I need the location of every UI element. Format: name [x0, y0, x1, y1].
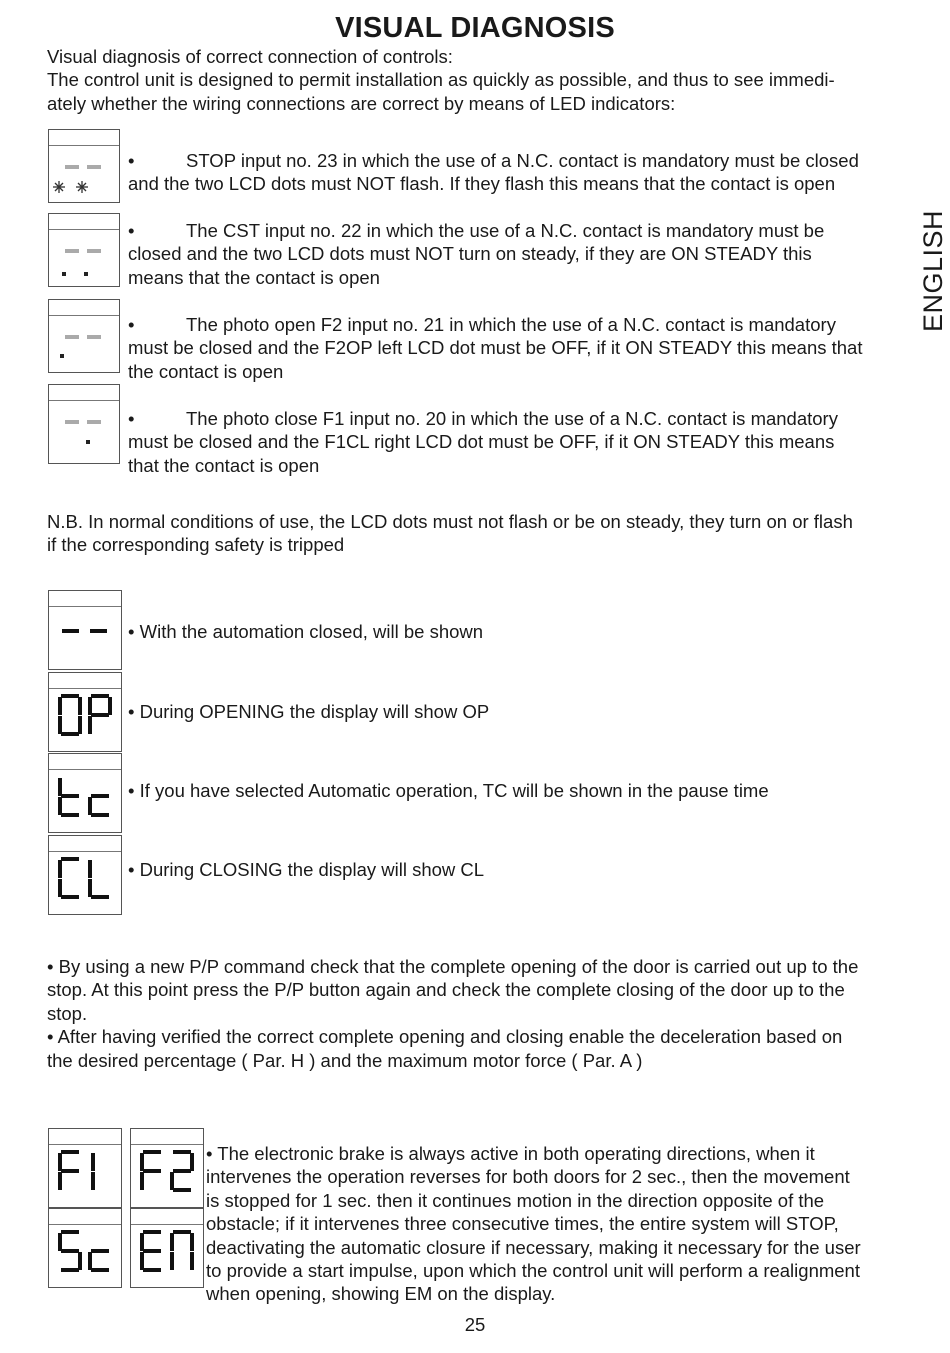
instruction-line: • By using a new P/P command check that the complete opening of the door is carried out up to the — [47, 956, 859, 977]
brake-line: • The electronic brake is always active in both operating directions, when it — [206, 1143, 815, 1164]
lcd-tc-icon — [49, 754, 121, 832]
state-text-pause: • If you have selected Automatic operation, TC will be shown in the pause time — [128, 780, 769, 801]
page-number: 25 — [464, 1314, 486, 1335]
lcd-photo-close-right-dot — [48, 384, 120, 464]
lcd-f2-icon — [131, 1129, 203, 1207]
lcd-state-closed — [48, 590, 122, 670]
diagnostic-head: The photo close F1 input no. 20 in which the use of a N.C. contact is mandatory — [186, 408, 838, 429]
state-text-opening: • During OPENING the display will show OP — [128, 701, 490, 722]
lcd-em-icon — [131, 1209, 203, 1287]
lcd-op-icon — [49, 673, 121, 751]
page-title: VISUAL DIAGNOSIS — [335, 12, 615, 44]
brake-line: obstacle; if it intervenes three consecutive times, the entire system will STOP, — [206, 1213, 839, 1235]
lcd-state-opening — [48, 672, 122, 752]
brake-line: intervenes the operation reverses for both doors for 2 sec., then the movement — [206, 1166, 850, 1188]
bullet: • — [128, 408, 135, 429]
diagnostic-line: must be closed and the F2OP left LCD dot must be OFF, if it ON STEADY this means that — [128, 337, 863, 359]
instructions-paragraph — [47, 955, 917, 1072]
instruction-line: stop. At this point press the P/P button again and check the complete closing of the door up to the — [47, 979, 845, 1001]
brake-paragraph — [206, 1142, 926, 1306]
diagnostic-item-stop — [128, 149, 918, 196]
diagnostic-line: the contact is open — [128, 360, 284, 382]
intro-paragraph — [47, 45, 897, 115]
lcd-dashes-flash-icon — [49, 130, 119, 202]
brake-line: when opening, showing EM on the display. — [206, 1283, 556, 1305]
bullet: • — [128, 314, 135, 335]
lcd-double-dash-icon — [49, 591, 121, 669]
lcd-f1-icon — [49, 1129, 121, 1207]
lcd-brake-f1 — [48, 1128, 122, 1208]
lcd-stop-flashing-dots — [48, 129, 120, 203]
language-label: ENGLISH — [918, 209, 948, 332]
diagnostic-item-photo-close — [128, 407, 918, 477]
diagnostic-head: The CST input no. 22 in which the use of a N.C. contact is mandatory must be — [186, 220, 825, 241]
lcd-dashes-left-dot-icon — [49, 300, 119, 372]
diagnostic-line: and the two LCD dots must NOT flash. If they flash this means that the contact is open — [128, 173, 836, 195]
lcd-dashes-two-dots-icon — [49, 214, 119, 286]
bullet: • — [128, 150, 135, 171]
language-tab — [918, 200, 950, 335]
lcd-sc-icon — [49, 1209, 121, 1287]
diagnostic-line: means that the contact is open — [128, 266, 380, 288]
lcd-state-closing — [48, 835, 122, 915]
brake-line: to provide a start impulse, upon which the control unit will perform a realignment — [206, 1260, 860, 1282]
lcd-dashes-right-dot-icon — [49, 385, 119, 463]
lcd-state-pause — [48, 753, 122, 833]
nb-line: N.B. In normal conditions of use, the LCD dots must not flash or be on steady, they turn on or flash — [47, 511, 853, 532]
bullet: • — [128, 220, 135, 241]
instruction-line: • After having verified the correct complete opening and closing enable the deceleration based on — [47, 1026, 843, 1048]
lcd-brake-sc — [48, 1208, 122, 1288]
diagnostic-line: closed and the two LCD dots must NOT turn on steady, if they are ON STEADY this — [128, 243, 812, 265]
lcd-photo-open-left-dot — [48, 299, 120, 373]
intro-line: The control unit is designed to permit installation as quickly as possible, and thus to see immedi- — [47, 69, 835, 91]
nb-line: if the corresponding safety is tripped — [47, 534, 345, 556]
lcd-brake-em — [130, 1208, 204, 1288]
diagnostic-head: The photo open F2 input no. 21 in which the use of a N.C. contact is mandatory — [186, 314, 836, 335]
diagnostic-item-photo-open — [128, 313, 918, 383]
lcd-cst-two-dots — [48, 213, 120, 287]
instruction-line: the desired percentage ( Par. H ) and the maximum motor force ( Par. A ) — [47, 1049, 643, 1071]
lcd-cl-icon — [49, 836, 121, 914]
nb-note — [47, 510, 907, 557]
intro-line: Visual diagnosis of correct connection of controls: — [47, 46, 453, 67]
lcd-brake-f2 — [130, 1128, 204, 1208]
diagnostic-head: STOP input no. 23 in which the use of a N.C. contact is mandatory must be closed — [186, 150, 859, 171]
instruction-line: stop. — [47, 1002, 88, 1024]
diagnostic-line: must be closed and the F1CL right LCD dot must be OFF, if it ON STEADY this means — [128, 431, 835, 453]
brake-line: deactivating the automatic closure if necessary, making it necessary for the user — [206, 1236, 861, 1258]
intro-line: ately whether the wiring connections are correct by means of LED indicators: — [47, 92, 676, 114]
diagnostic-item-cst — [128, 219, 918, 289]
state-text-closed: • With the automation closed, will be shown — [128, 621, 484, 642]
diagnostic-line: that the contact is open — [128, 454, 320, 476]
state-text-closing: • During CLOSING the display will show CL — [128, 859, 485, 880]
brake-line: is stopped for 1 sec. then it continues motion in the direction opposite of the — [206, 1189, 825, 1211]
